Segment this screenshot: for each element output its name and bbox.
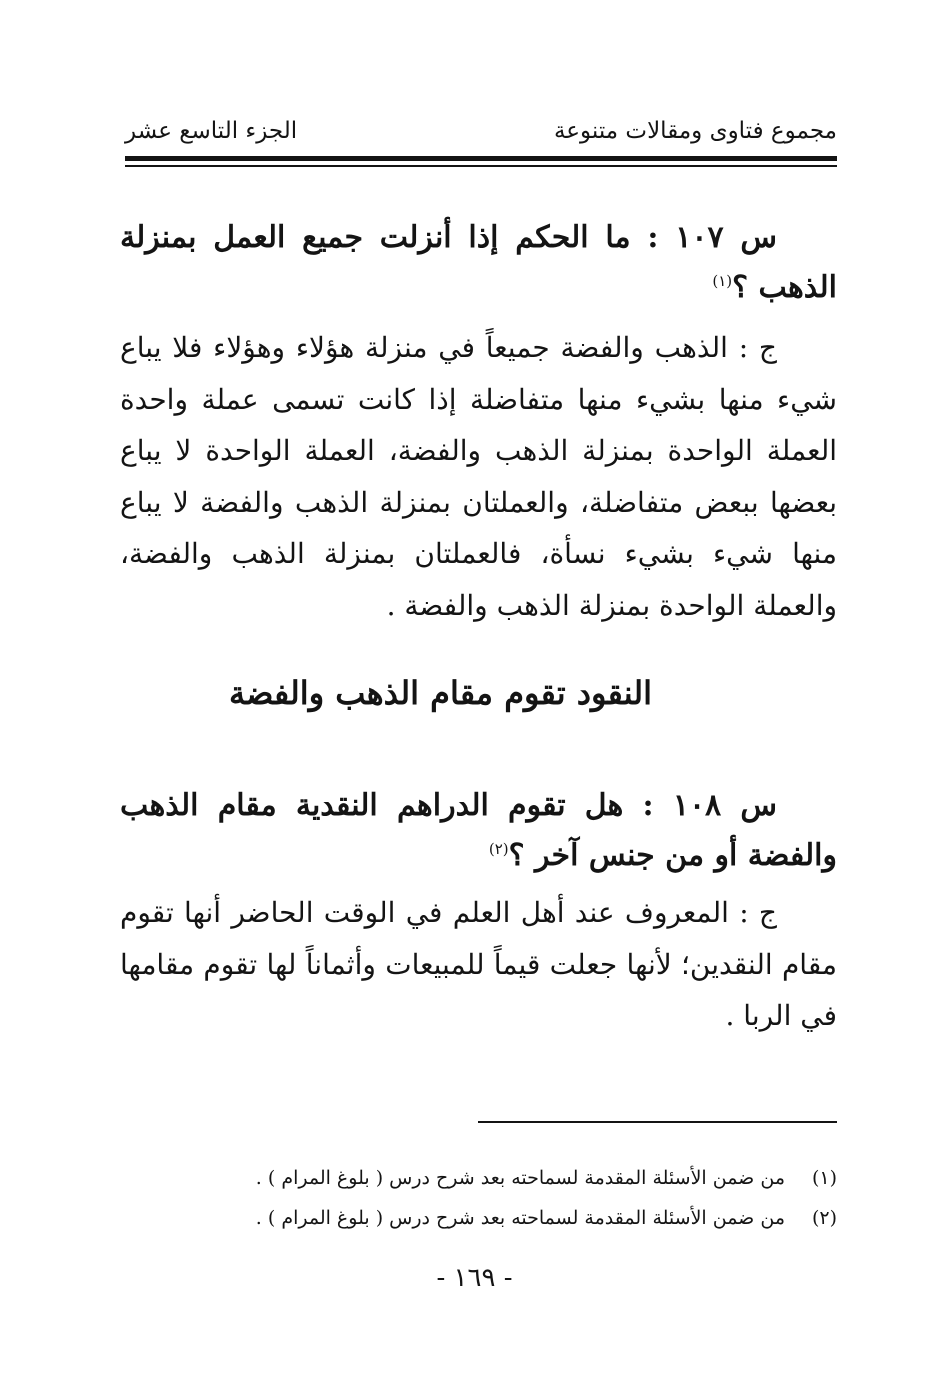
- question-107: [120, 213, 837, 313]
- footnote-separator: [478, 1121, 837, 1123]
- page-number: [120, 1256, 837, 1300]
- question-108: [120, 781, 837, 881]
- question-107-text: س ١٠٧ : ما الحكم إذا أنزلت جميع العمل بمنزلة الذهب ؟: [120, 220, 837, 305]
- header-rule-thick: [125, 156, 837, 161]
- volume-title: الجزء التاسع عشر: [125, 118, 298, 144]
- running-header: [125, 112, 837, 152]
- section-heading: [120, 668, 837, 718]
- header-rule-thin: [125, 165, 837, 167]
- footnote-2-number: (٢): [811, 1207, 837, 1229]
- footnote-2-text: من ضمن الأسئلة المقدمة لسماحته بعد شرح درس ( بلوغ المرام ) .: [255, 1207, 785, 1229]
- answer-108: ج : المعروف عند أهل العلم في الوقت الحاضر أنها تقوم مقام النقدين؛ لأنها جعلت قيماً للمبيعات وأثماناً لها تقوم مقامها في الربا .: [120, 896, 837, 1032]
- footnote-1-text: من ضمن الأسئلة المقدمة لسماحته بعد شرح درس ( بلوغ المرام ) .: [255, 1167, 785, 1189]
- section-heading-text: النقود تقوم مقام الذهب والفضة: [228, 674, 653, 712]
- footnotes: [140, 1158, 837, 1238]
- footnote-1: [140, 1158, 837, 1198]
- footnote-ref-2: (٢): [488, 840, 509, 858]
- book-title: مجموع فتاوى ومقالات متنوعة: [553, 118, 837, 144]
- footnote-2: [140, 1198, 837, 1238]
- answer-107: ج : الذهب والفضة جميعاً في منزلة هؤلاء وهؤلاء فلا يباع شيء منها بشيء منها متفاضلة إذا كانت تسمى عملة واحدة العملة الواحدة بمنزلة الذهب والفضة، العملة الواحدة لا يباع بعضها ببعض متفاضلة، والعملتان بمنزلة الذهب والفضة لا يباع منها شيء بشيء نسأة، فالعملتان بمنزلة الذهب والفضة، والعملة الواحدة بمنزلة الذهب والفضة .: [120, 331, 837, 622]
- footnote-1-number: (١): [811, 1167, 837, 1189]
- footnote-ref-1: (١): [712, 272, 733, 290]
- page-number-text: - ١٦٩ -: [436, 1263, 513, 1293]
- question-108-text: س ١٠٨ : هل تقوم الدراهم النقدية مقام الذهب والفضة أو من جنس آخر ؟: [120, 788, 837, 873]
